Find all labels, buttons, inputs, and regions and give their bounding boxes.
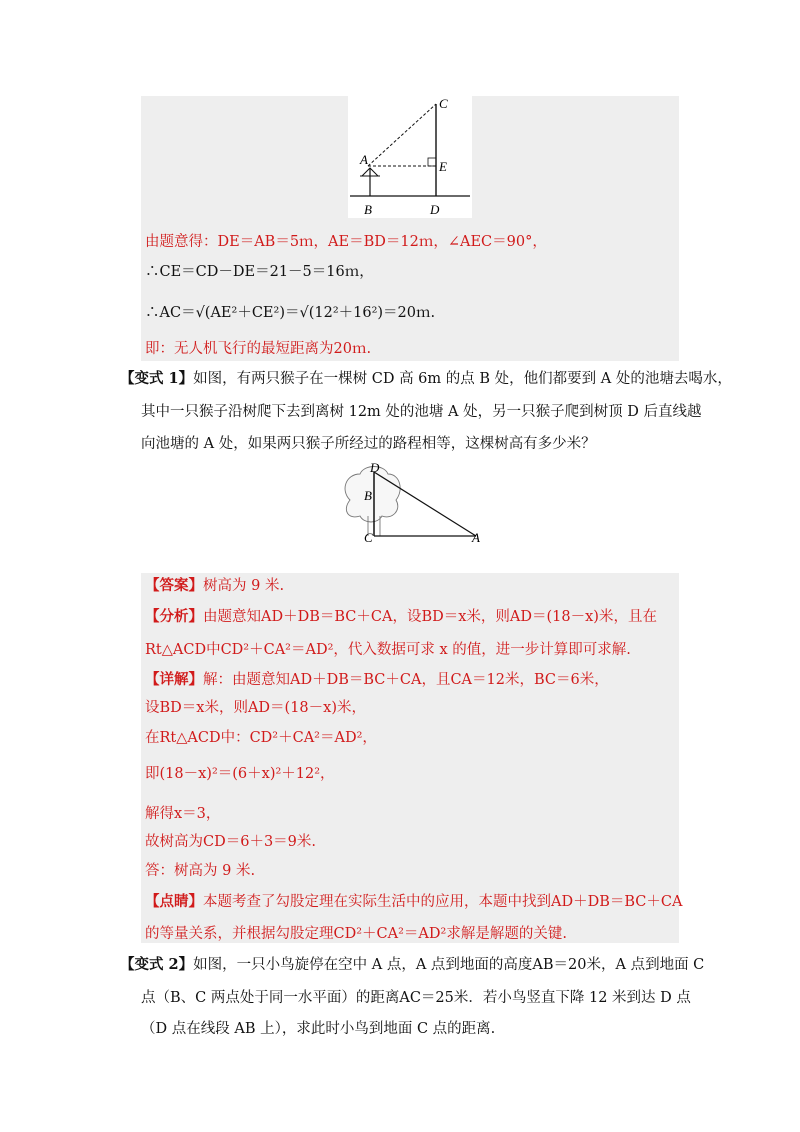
solution1-line3: ∴AC＝√(AE²＋CE²)＝√(12²＋16²)＝20ｍ. — [145, 305, 436, 321]
figure-1-svg — [348, 96, 472, 218]
variant2-line3: （D 点在线段 AB 上），求此时小鸟到地面 C 点的距离. — [141, 1021, 496, 1037]
detail-line-2: 设BD＝x米，则AD＝(18－x)米， — [145, 700, 366, 716]
fig2-label-a: A — [472, 530, 480, 545]
variant1-tag: 【变式 1】 — [120, 370, 194, 387]
analysis-tag: 【分析】 — [145, 608, 203, 625]
fig1-label-c: C — [439, 96, 448, 111]
solution1-line1: 由题意得：DE＝AB＝5ｍ，AE＝BD＝12ｍ，∠AEC＝90°， — [145, 234, 547, 250]
figure-2-svg — [340, 460, 490, 548]
fig1-label-e: E — [439, 159, 447, 174]
fig2-label-c: C — [364, 530, 373, 545]
fig2-label-b: B — [364, 488, 372, 503]
answer-line — [145, 576, 284, 596]
variant1-text-1: 如图，有两只猴子在一棵树 CD 高 6m 的点 B 处，他们都要到 A 处的池塘去喝水， — [193, 371, 732, 387]
figure-1 — [348, 96, 472, 218]
variant2-line1 — [120, 955, 704, 975]
variant1-line2: 其中一只猴子沿树爬下去到离树 12m 处的池塘 A 处，另一只猴子爬到树顶 D 后直线越 — [141, 404, 702, 420]
detail-line-1 — [145, 670, 609, 690]
detail-tag: 【详解】 — [145, 671, 203, 688]
comment-text-1: 本题考查了勾股定理在实际生活中的应用，本题中找到AD＋DB＝BC＋CA — [203, 894, 683, 910]
analysis-line-1 — [145, 607, 657, 627]
variant1-line3: 向池塘的 A 处，如果两只猴子所经过的路程相等，这棵树高有多少米？ — [141, 436, 596, 452]
detail-line-7: 答：树高为 9 米. — [145, 863, 256, 879]
analysis-line-2: Rt△ACD中CD²＋CA²＝AD²，代入数据可求 x 的值，进一步计算即可求解. — [145, 642, 631, 658]
figure-2 — [340, 460, 490, 548]
detail-line-3: 在Rt△ACD中：CD²＋CA²＝AD²， — [145, 730, 377, 746]
answer-box — [141, 573, 679, 943]
variant2-tag: 【变式 2】 — [120, 956, 194, 973]
fig1-label-b: B — [364, 202, 372, 217]
fig2-label-d: D — [370, 460, 380, 475]
answer-text: 树高为 9 米. — [203, 578, 285, 594]
analysis-text-1: 由题意知AD＋DB＝BC＋CA，设BD＝x米，则AD＝(18－x)米，且在 — [203, 609, 657, 625]
detail-line-4: 即(18－x)²＝(6＋x)²＋12²， — [145, 766, 335, 782]
solution1-line2: ∴CE＝CD－DE＝21－5＝16ｍ， — [145, 264, 374, 280]
comment-line-2: 的等量关系，并根据勾股定理CD²＋CA²＝AD²求解是解题的关键. — [145, 926, 567, 942]
comment-tag: 【点睛】 — [145, 893, 203, 910]
variant1-line1 — [120, 369, 732, 389]
variant2-text-1: 如图，一只小鸟旋停在空中 A 点，A 点到地面的高度AB＝20米，A 点到地面 C — [193, 957, 705, 973]
detail-line-6: 故树高为CD＝6＋3＝9米. — [145, 834, 317, 850]
answer-tag: 【答案】 — [145, 577, 203, 594]
fig1-label-a: A — [360, 152, 368, 167]
fig1-label-d: D — [430, 202, 440, 217]
detail-text-1: 解：由题意知AD＋DB＝BC＋CA，且CA＝12米，BC＝6米， — [203, 672, 609, 688]
variant2-line2: 点（B、C 两点处于同一水平面）的距离AC＝25米．若小鸟竖直下降 12 米到达 D 点 — [141, 990, 691, 1006]
solution1-line4: 即：无人机飞行的最短距离为20ｍ. — [145, 341, 372, 357]
detail-line-5: 解得x＝3， — [145, 806, 221, 822]
comment-line-1 — [145, 892, 682, 912]
